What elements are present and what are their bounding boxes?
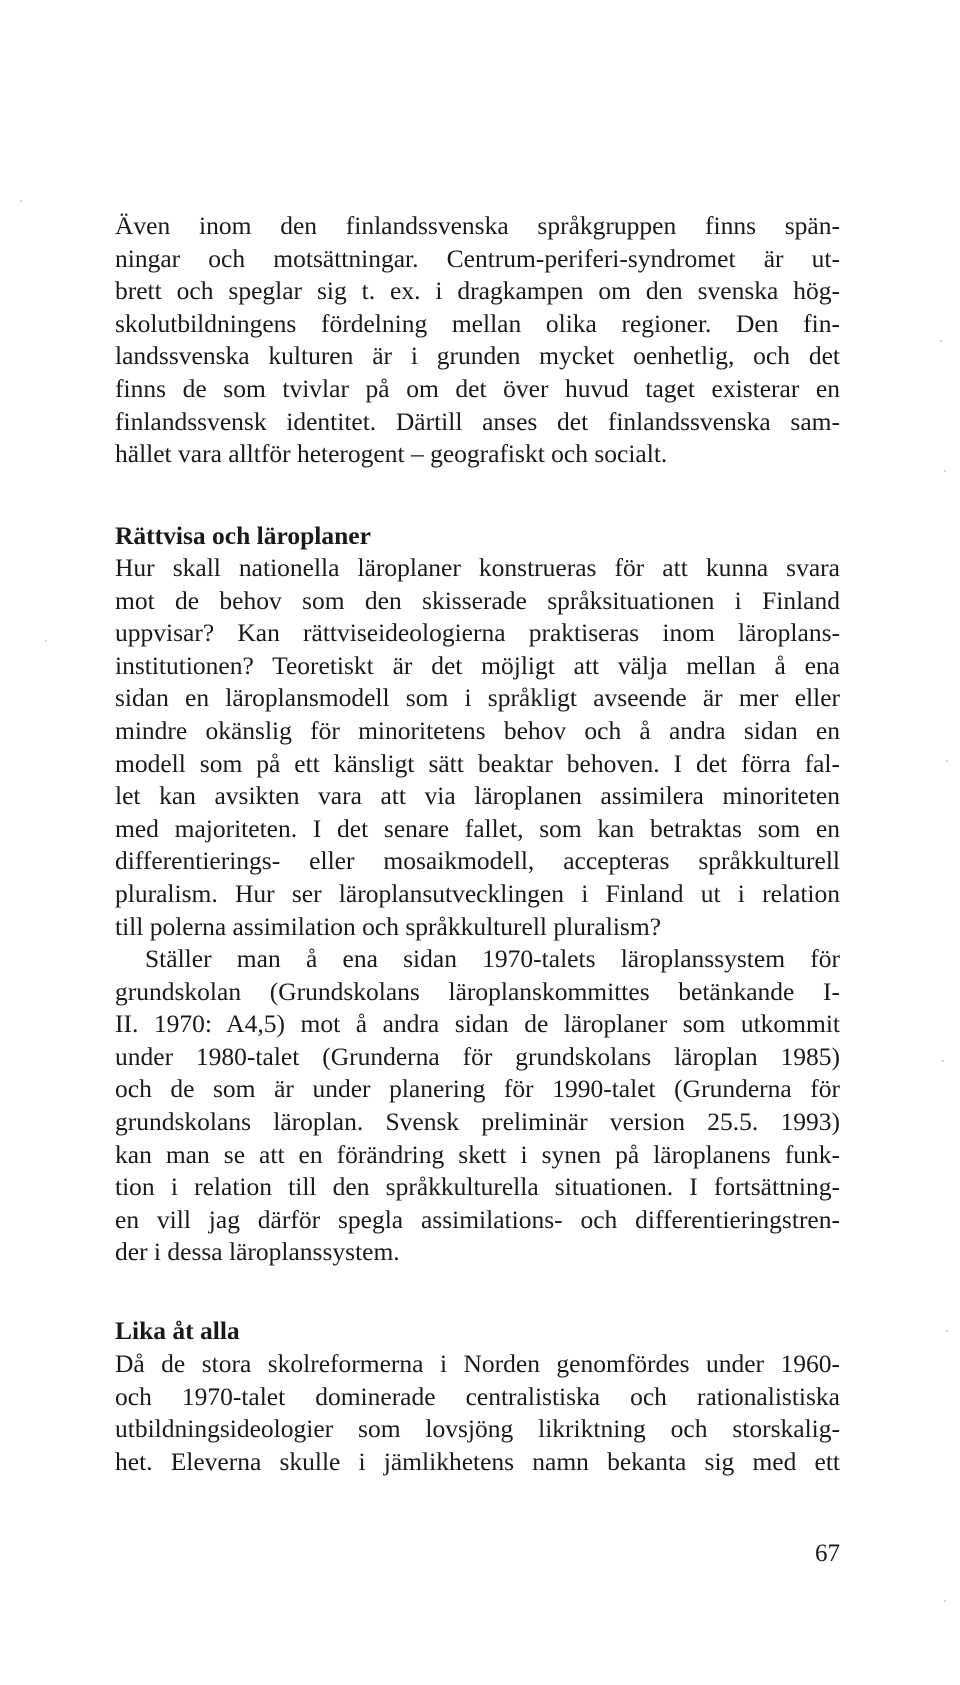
text-line: finlandssvensk identitet. Därtill anses det finlandssvenska sam- — [115, 406, 840, 436]
text-line: der i dessa läroplanssystem. — [115, 1237, 400, 1267]
text-line: finns de som tvivlar på om det över huvud taget existerar en — [115, 373, 840, 403]
text-line: en vill jag därför spegla assimilations- och differentieringstren- — [115, 1204, 840, 1234]
text-line: till polerna assimilation och språkkulturell pluralism? — [115, 911, 662, 941]
text-line: Ställer man å ena sidan 1970-talets läroplanssystem för — [145, 944, 840, 973]
text-line: och de som är under planering för 1990-talet (Grunderna för — [115, 1074, 840, 1104]
text-line: kan man se att en förändring skett i synen på läroplanens funk- — [115, 1139, 840, 1169]
text-line: skolutbildningens fördelning mellan olika regioner. Den fin- — [115, 308, 840, 338]
text-line: mindre okänslig för minoritetens behov och å andra sidan en — [115, 715, 840, 745]
text-line: grundskolan (Grundskolans läroplanskommittes betänkande I- — [115, 976, 840, 1006]
scan-artifact — [944, 1600, 946, 1602]
text-line: ningar och motsättningar. Centrum-periferi-syndromet är ut- — [115, 243, 840, 273]
text-line: brett och speglar sig t. ex. i dragkampen om den svenska hög- — [115, 276, 840, 306]
paragraph-4 — [115, 1348, 840, 1478]
page-number: 67 — [815, 1540, 840, 1567]
scan-artifact — [45, 640, 47, 642]
paragraph-1 — [115, 210, 840, 471]
text-line: mot de behov som den skisserade språksituationen i Finland — [115, 585, 840, 615]
paragraph-2 — [115, 552, 840, 943]
text-line: med majoriteten. I det senare fallet, som kan betraktas som en — [115, 813, 840, 843]
section-heading-lika: Lika åt alla — [115, 1316, 240, 1345]
text-line: sidan en läroplansmodell som i språkligt avseende är mer eller — [115, 683, 840, 713]
text-line: institutionen? Teoretiskt är det möjligt att välja mellan å ena — [115, 650, 840, 680]
scan-artifact — [940, 340, 942, 342]
scan-artifact — [20, 200, 22, 202]
text-line: II. 1970: A4,5) mot å andra sidan de läroplaner som utkommit — [115, 1009, 840, 1039]
text-line: utbildningsideologier som lovsjöng likriktning och storskalig- — [115, 1414, 840, 1444]
text-line: modell som på ett känsligt sätt beaktar behoven. I det förra fal- — [115, 748, 840, 778]
text-line: under 1980-talet (Grunderna för grundskolans läroplan 1985) — [115, 1041, 840, 1071]
text-line: hället vara alltför heterogent – geografiskt och socialt. — [115, 439, 668, 469]
text-line: Hur skall nationella läroplaner konstrueras för att kunna svara — [115, 553, 840, 582]
scan-artifact — [944, 470, 946, 472]
text-line: pluralism. Hur ser läroplansutvecklingen i Finland ut i relation — [115, 878, 840, 908]
section-heading-rattvisa: Rättvisa och läroplaner — [115, 521, 371, 550]
text-line: uppvisar? Kan rättviseideologierna praktiseras inom läroplans- — [115, 618, 840, 648]
scan-artifact — [946, 760, 948, 762]
text-line: het. Eleverna skulle i jämlikhetens namn bekanta sig med ett — [115, 1446, 840, 1476]
text-line: Även inom den finlandssvenska språkgruppen finns spän- — [115, 211, 840, 240]
paragraph-3 — [115, 943, 840, 1269]
text-line: let kan avsikten vara att via läroplanen assimilera minoriteten — [115, 781, 840, 811]
text-line: och 1970-talet dominerade centralistiska och rationalistiska — [115, 1381, 840, 1411]
scan-artifact — [942, 1060, 944, 1062]
text-line: tion i relation till den språkkulturella situationen. I fortsättning- — [115, 1172, 840, 1202]
text-line: Då de stora skolreformerna i Norden genomfördes under 1960- — [115, 1349, 840, 1378]
text-line: differentierings- eller mosaikmodell, accepteras språkkulturell — [115, 846, 840, 876]
text-line: landssvenska kulturen är i grunden mycket oenhetlig, och det — [115, 341, 840, 371]
text-line: grundskolans läroplan. Svensk preliminär version 25.5. 1993) — [115, 1106, 840, 1136]
scan-artifact — [946, 1330, 948, 1332]
